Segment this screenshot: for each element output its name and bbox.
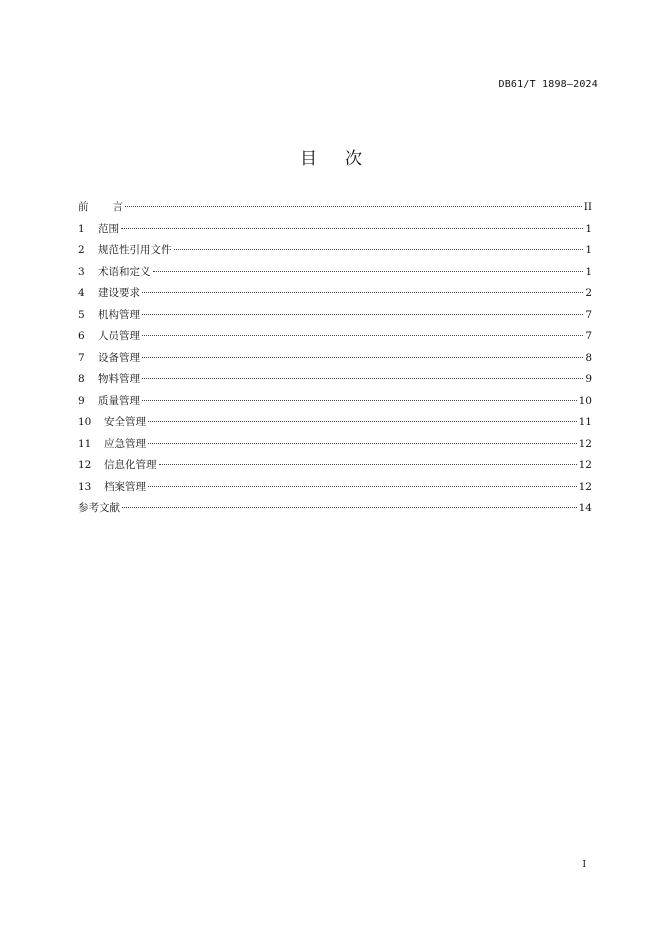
toc-entry-foreword[interactable]: [78, 200, 592, 222]
toc-label: 前 言: [78, 201, 123, 213]
toc-leader: [121, 228, 583, 229]
toc-page: 8: [585, 351, 592, 364]
toc-entry-safety-management[interactable]: [78, 415, 592, 437]
toc-page: 7: [585, 308, 592, 321]
toc-leader: [142, 378, 583, 379]
toc-leader: [148, 443, 577, 444]
toc-number: 3: [78, 265, 85, 278]
toc-entry-scope[interactable]: [78, 222, 592, 244]
toc-leader: [153, 271, 584, 272]
toc-page: 7: [585, 330, 592, 342]
toc-leader: [142, 357, 583, 358]
toc-page: 12: [578, 459, 592, 471]
toc-entry-archive-management[interactable]: [78, 480, 592, 502]
toc-page: 1: [585, 222, 592, 235]
toc-entry-construction-requirements[interactable]: [78, 286, 592, 308]
toc-label: 物料管理: [98, 373, 140, 385]
toc-entry-informatization-management[interactable]: [78, 458, 592, 480]
toc-page: 12: [578, 480, 592, 493]
toc-number: 9: [78, 394, 85, 407]
toc-label: 人员管理: [98, 330, 140, 342]
toc-entry-emergency-management[interactable]: [78, 437, 592, 459]
toc-page: 14: [578, 502, 592, 514]
document-code: DB61/T 1898—2024: [498, 79, 598, 90]
toc-leader: [159, 464, 577, 465]
toc-number: 2: [78, 244, 85, 256]
toc-title: 目次: [300, 149, 390, 169]
toc-leader: [148, 486, 577, 487]
toc-label: 参考文献: [78, 502, 120, 514]
toc-entry-equipment-management[interactable]: [78, 351, 592, 373]
toc-number: 7: [78, 351, 85, 364]
toc-number: 1: [78, 222, 85, 235]
toc-label: 信息化管理: [104, 459, 157, 471]
toc-label: 安全管理: [104, 416, 146, 428]
toc-page: II: [583, 201, 592, 213]
toc-entry-bibliography[interactable]: [78, 501, 592, 523]
toc-number: 13: [78, 480, 92, 493]
toc-entry-material-management[interactable]: [78, 372, 592, 394]
toc-label: 设备管理: [98, 351, 140, 364]
table-of-contents: [78, 200, 592, 523]
toc-entry-terms-definitions[interactable]: [78, 265, 592, 287]
toc-page: 1: [585, 244, 592, 256]
toc-page: 10: [578, 394, 592, 407]
toc-label: 术语和定义: [98, 265, 151, 278]
toc-label: 质量管理: [98, 394, 140, 407]
toc-entry-personnel-management[interactable]: [78, 329, 592, 351]
toc-label: 档案管理: [104, 480, 146, 493]
toc-number: 12: [78, 459, 92, 471]
toc-leader: [148, 421, 577, 422]
toc-entry-quality-management[interactable]: [78, 394, 592, 416]
toc-label: 范围: [98, 222, 119, 235]
toc-leader: [125, 206, 582, 207]
toc-number: 10: [78, 416, 92, 428]
toc-number: 4: [78, 287, 85, 299]
toc-label: 机构管理: [98, 308, 140, 321]
toc-leader: [142, 292, 583, 293]
toc-page: 9: [585, 373, 592, 385]
toc-leader: [142, 314, 583, 315]
toc-number: 8: [78, 373, 85, 385]
toc-leader: [142, 335, 583, 336]
toc-entry-normative-references[interactable]: [78, 243, 592, 265]
toc-entry-organization-management[interactable]: [78, 308, 592, 330]
toc-label: 规范性引用文件: [98, 244, 172, 256]
toc-leader: [174, 249, 584, 250]
toc-page: 11: [578, 416, 592, 428]
toc-label: 应急管理: [104, 437, 146, 450]
toc-page: 12: [578, 437, 592, 450]
toc-number: 6: [78, 330, 85, 342]
toc-page: 2: [585, 287, 592, 299]
toc-leader: [142, 400, 577, 401]
toc-leader: [122, 507, 577, 508]
toc-page: 1: [585, 265, 592, 278]
toc-label: 建设要求: [98, 287, 140, 299]
toc-number: 5: [78, 308, 85, 321]
page-number: I: [582, 860, 586, 870]
toc-number: 11: [78, 437, 92, 450]
